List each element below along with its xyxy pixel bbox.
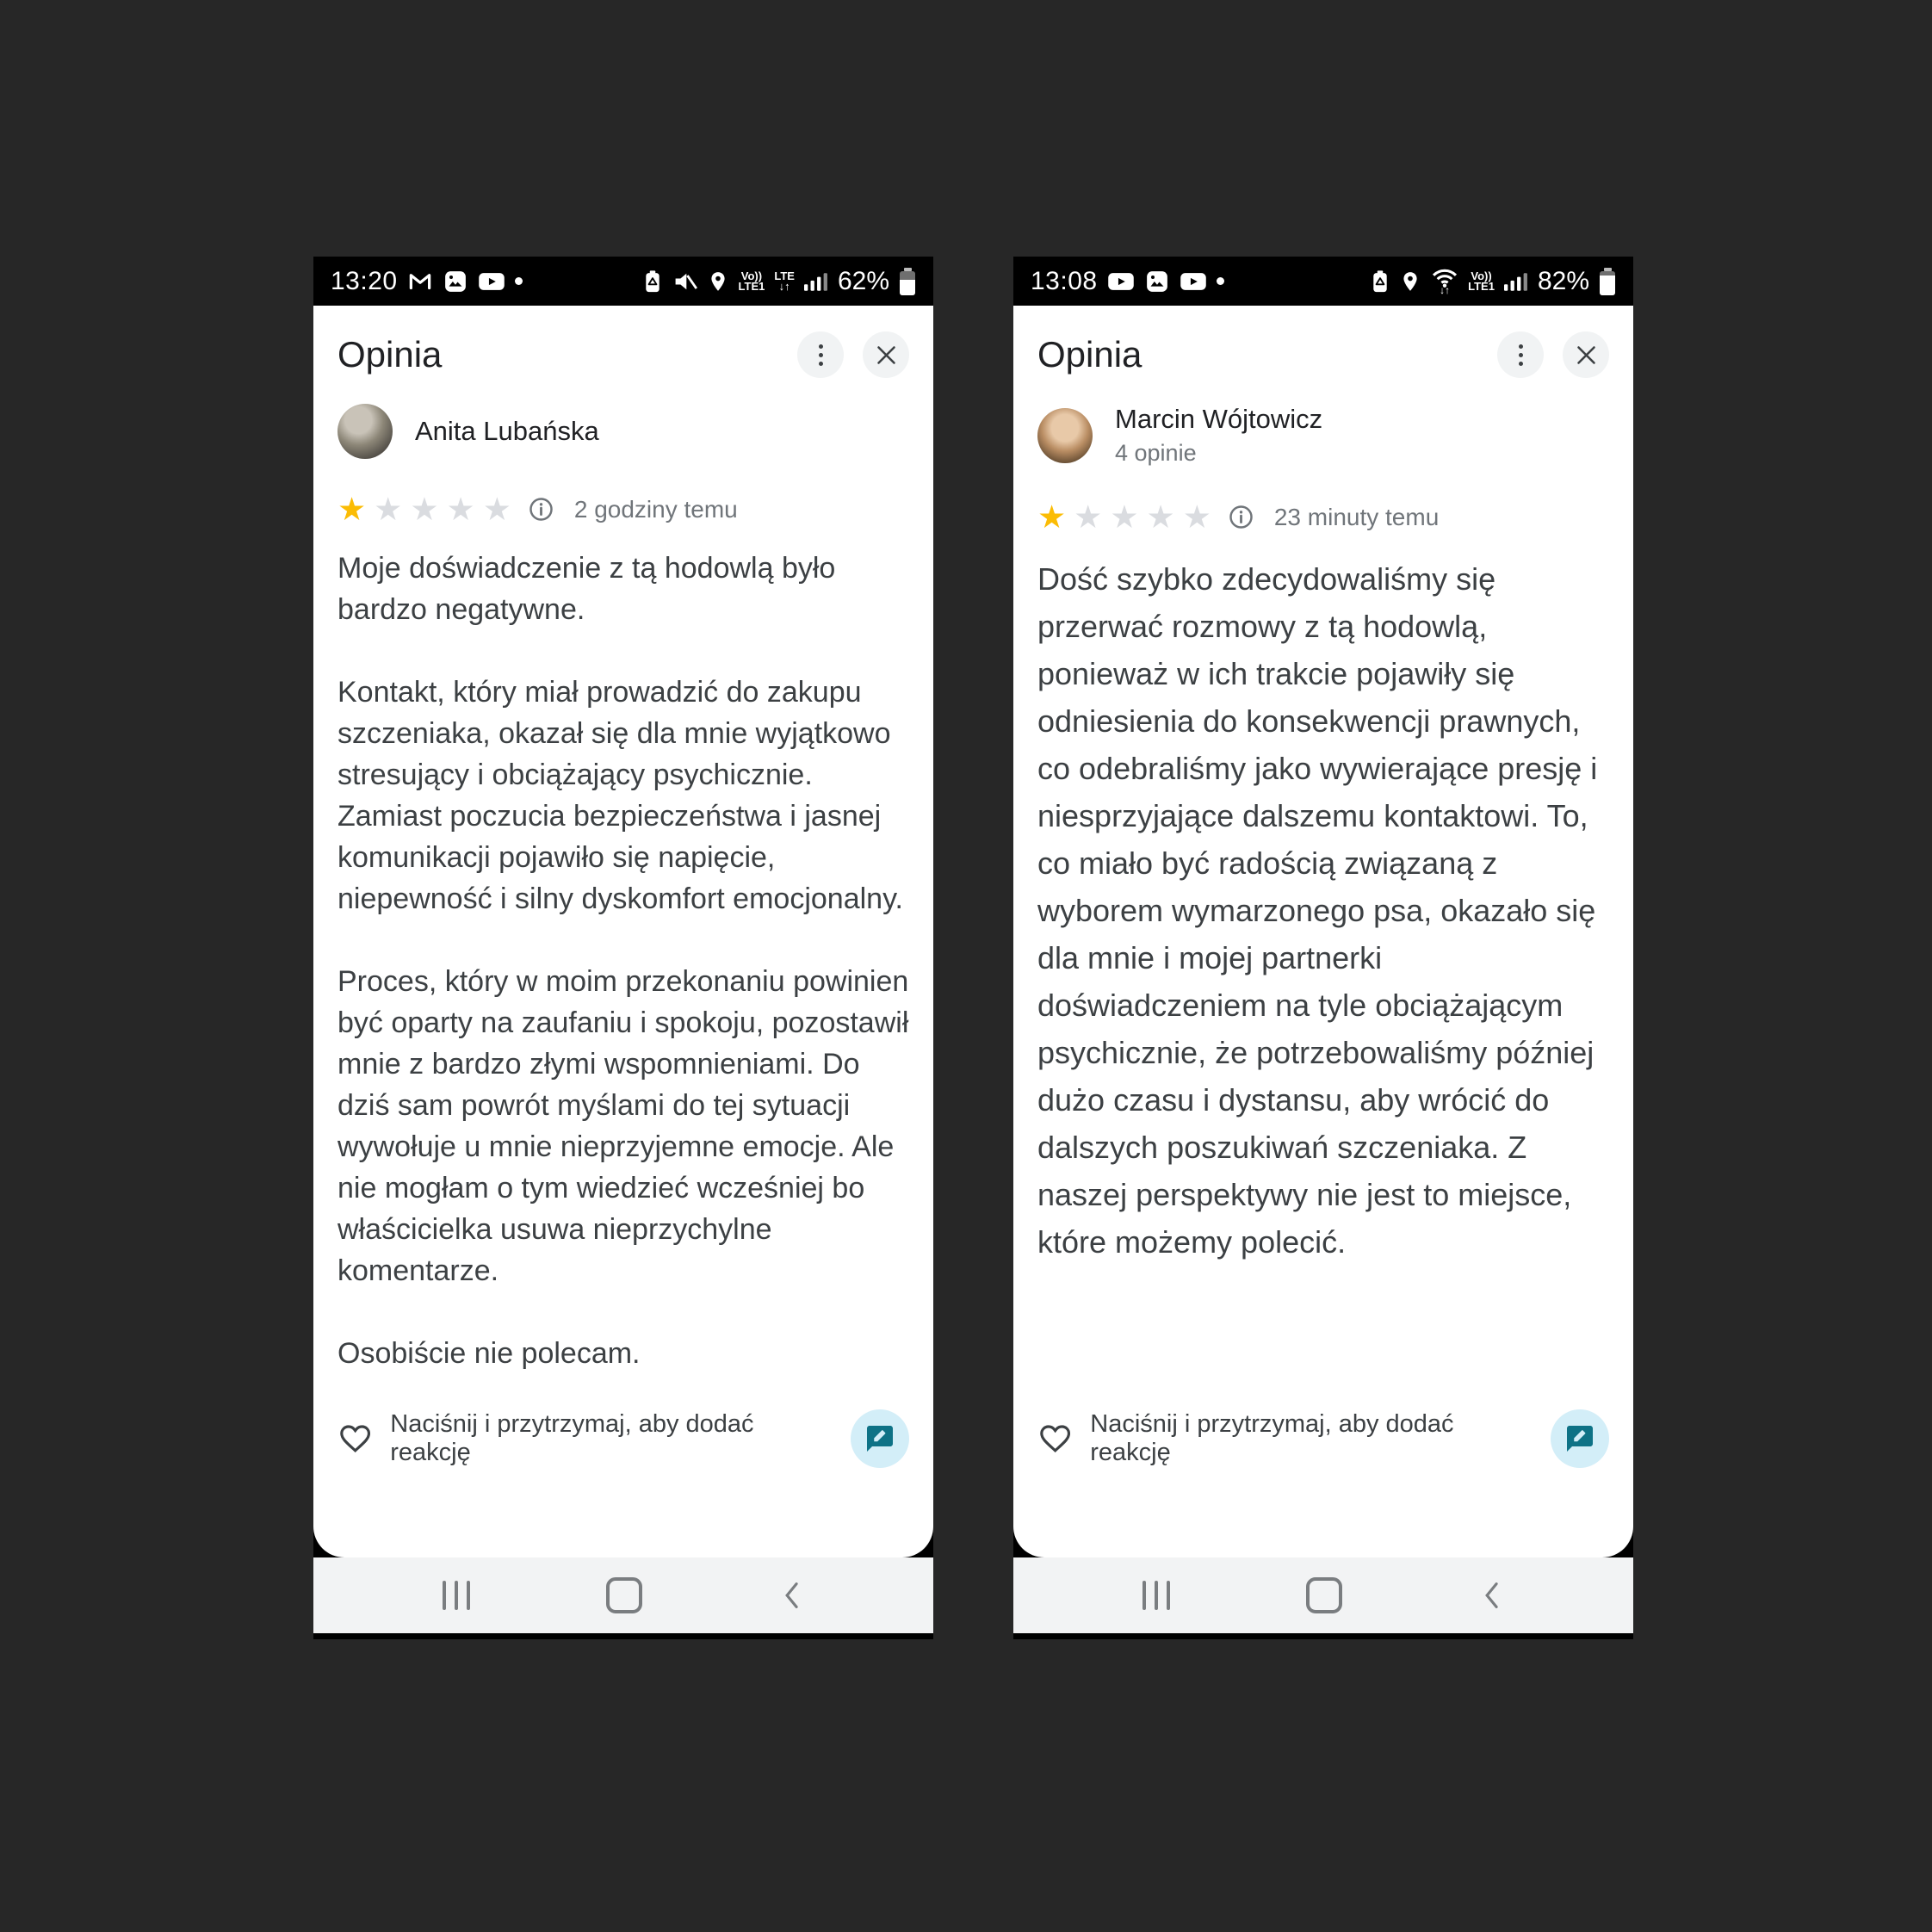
review-card bbox=[313, 306, 933, 1557]
volte-indicator: Vo)) LTE1 bbox=[1468, 269, 1495, 293]
battery-percent: 82% bbox=[1537, 266, 1589, 295]
signal-bars-icon bbox=[804, 269, 828, 294]
avatar[interactable] bbox=[337, 404, 393, 459]
phone-bottom-strip bbox=[1013, 1633, 1633, 1639]
star-icon: ★ bbox=[374, 492, 403, 527]
star-icon: ★ bbox=[1074, 499, 1103, 535]
youtube-icon bbox=[478, 270, 505, 293]
home-button[interactable] bbox=[606, 1577, 642, 1613]
back-chevron-icon bbox=[1478, 1581, 1504, 1610]
recents-icon bbox=[1142, 1581, 1170, 1610]
close-button[interactable] bbox=[1563, 331, 1609, 378]
volte-indicator: Vo)) LTE1 bbox=[738, 269, 765, 293]
card-header bbox=[337, 331, 909, 378]
battery-saver-icon bbox=[643, 269, 662, 294]
star-icon: ★ bbox=[410, 492, 439, 527]
reviewer-row[interactable] bbox=[337, 404, 909, 459]
more-options-button[interactable] bbox=[1497, 331, 1544, 378]
rate-review-icon bbox=[864, 1423, 895, 1454]
reviewer-name: Anita Lubańska bbox=[415, 416, 599, 446]
status-bar-right bbox=[643, 267, 916, 296]
battery-icon bbox=[1599, 268, 1616, 295]
phone-bottom-strip bbox=[313, 1633, 933, 1639]
gmail-icon bbox=[407, 269, 433, 294]
info-button[interactable] bbox=[528, 496, 554, 523]
avatar[interactable] bbox=[1037, 408, 1093, 463]
review-card bbox=[1013, 306, 1633, 1557]
signal-bars-icon bbox=[1504, 269, 1528, 294]
star-icon: ★ bbox=[1146, 499, 1175, 535]
location-icon bbox=[1399, 269, 1421, 294]
rate-review-icon bbox=[1564, 1423, 1595, 1454]
card-header bbox=[1037, 331, 1609, 378]
three-dot-menu-icon bbox=[1519, 344, 1523, 366]
phone-screenshot-left bbox=[313, 257, 933, 1639]
recents-icon bbox=[443, 1581, 470, 1610]
three-dot-menu-icon bbox=[819, 344, 823, 366]
more-options-button[interactable] bbox=[797, 331, 844, 378]
reaction-hint-label: Naciśnij i przytrzymaj, aby dodać reakcję bbox=[1090, 1410, 1454, 1466]
status-bar-right bbox=[1371, 267, 1616, 296]
home-icon bbox=[1306, 1577, 1342, 1613]
page-title: Opinia bbox=[1037, 334, 1142, 375]
review-text bbox=[337, 548, 909, 1374]
lte-data-indicator: LTE ↓↑ bbox=[774, 269, 795, 293]
home-icon bbox=[606, 1577, 642, 1613]
review-timestamp: 23 minuty temu bbox=[1273, 503, 1440, 530]
reviewer-row[interactable] bbox=[1037, 404, 1609, 467]
review-paragraph: Kontakt, który miał prowadzić do zakupu szczeniaka, okazał się dla mnie wyjątkowo stresujący i obciążający psychicznie. Zamiast poczucia bezpieczeństwa i jasnej komunikacji pojawiło się napięcie, niepewność i silny dyskomfort emocjonalny. bbox=[337, 676, 903, 915]
close-icon bbox=[1575, 344, 1598, 367]
recents-button[interactable] bbox=[443, 1581, 470, 1610]
close-icon bbox=[875, 344, 898, 367]
review-paragraph: Proces, który w moim przekonaniu powinien być oparty na zaufaniu i spokoju, pozostawił mnie z bardzo złymi wspomnieniami. Do dziś sam powrót myślami do tej sytuacji wywołuje u mnie nieprzyjemne emocje. Ale nie mogłam o tym wiedzieć wcześniej bo właścicielka usuwa nieprzychylne komentarze. bbox=[337, 965, 909, 1287]
info-icon bbox=[1228, 504, 1254, 530]
star-icon: ★ bbox=[337, 492, 367, 527]
star-icon: ★ bbox=[1037, 499, 1067, 535]
star-icon: ★ bbox=[446, 492, 475, 527]
close-button[interactable] bbox=[863, 331, 909, 378]
clock: 13:08 bbox=[1031, 266, 1098, 295]
review-text bbox=[1037, 555, 1609, 1266]
page-title: Opinia bbox=[337, 334, 443, 375]
review-timestamp: 2 godziny temu bbox=[573, 495, 738, 523]
battery-icon bbox=[899, 268, 916, 295]
review-paragraph: Moje doświadczenie z tą hodowlą było bardzo negatywne. bbox=[337, 552, 836, 626]
back-button[interactable] bbox=[778, 1581, 804, 1610]
rating-row bbox=[1037, 501, 1609, 533]
reaction-bar[interactable] bbox=[1037, 1409, 1609, 1557]
heart-icon bbox=[1037, 1421, 1073, 1456]
star-icon: ★ bbox=[1182, 499, 1211, 535]
star-icon: ★ bbox=[482, 492, 511, 527]
location-icon bbox=[707, 269, 729, 294]
status-bar-left bbox=[1031, 267, 1224, 296]
rate-review-button[interactable] bbox=[1551, 1409, 1609, 1468]
battery-saver-icon bbox=[1371, 269, 1390, 294]
navigation-bar bbox=[313, 1557, 933, 1633]
star-icon: ★ bbox=[1110, 499, 1139, 535]
clock: 13:20 bbox=[331, 266, 398, 295]
navigation-bar bbox=[1013, 1557, 1633, 1633]
heart-icon bbox=[337, 1421, 373, 1456]
notification-dot-icon bbox=[1217, 277, 1224, 285]
back-chevron-icon bbox=[778, 1581, 804, 1610]
reviewer-name: Marcin Wójtowicz bbox=[1115, 404, 1323, 434]
battery-percent: 62% bbox=[837, 266, 889, 295]
phone-screenshot-right bbox=[1013, 257, 1633, 1639]
wifi-icon: ↓↑ bbox=[1431, 269, 1458, 294]
notification-dot-icon bbox=[515, 277, 523, 285]
status-bar bbox=[313, 257, 933, 306]
status-bar-left bbox=[331, 267, 523, 296]
rate-review-button[interactable] bbox=[851, 1409, 909, 1468]
youtube-icon bbox=[1180, 270, 1207, 293]
reviewer-review-count: 4 opinie bbox=[1115, 440, 1197, 466]
back-button[interactable] bbox=[1478, 1581, 1504, 1610]
review-paragraph: Dość szybko zdecydowaliśmy się przerwać rozmowy z tą hodowlą, ponieważ w ich trakcie pojawiły się odniesienia do konsekwencji prawnych, co odebraliśmy jako wywierające presję i niesprzyjające dalszemu kontaktowi. To, co miało być radością związaną z wyborem wymarzonego psa, okazało się dla mnie i mojej partnerki doświadczeniem na tyle obciążającym psychicznie, że potrzebowaliśmy później dużo czasu i dystansu, aby wrócić do dalszych poszukiwań szczeniaka. Z naszej perspektywy nie jest to miejsce, które możemy polecić. bbox=[1037, 561, 1598, 1260]
review-paragraph: Osobiście nie polecam. bbox=[337, 1337, 641, 1370]
home-button[interactable] bbox=[1306, 1577, 1342, 1613]
photos-icon bbox=[443, 269, 468, 294]
mute-icon bbox=[672, 269, 697, 294]
info-button[interactable] bbox=[1228, 504, 1254, 530]
reaction-bar[interactable] bbox=[337, 1409, 909, 1557]
status-bar bbox=[1013, 257, 1633, 306]
reaction-hint-label: Naciśnij i przytrzymaj, aby dodać reakcję bbox=[390, 1410, 754, 1466]
info-icon bbox=[528, 496, 554, 523]
recents-button[interactable] bbox=[1142, 1581, 1170, 1610]
youtube-icon bbox=[1107, 270, 1135, 293]
photos-icon bbox=[1144, 269, 1170, 294]
rating-row bbox=[337, 493, 909, 525]
